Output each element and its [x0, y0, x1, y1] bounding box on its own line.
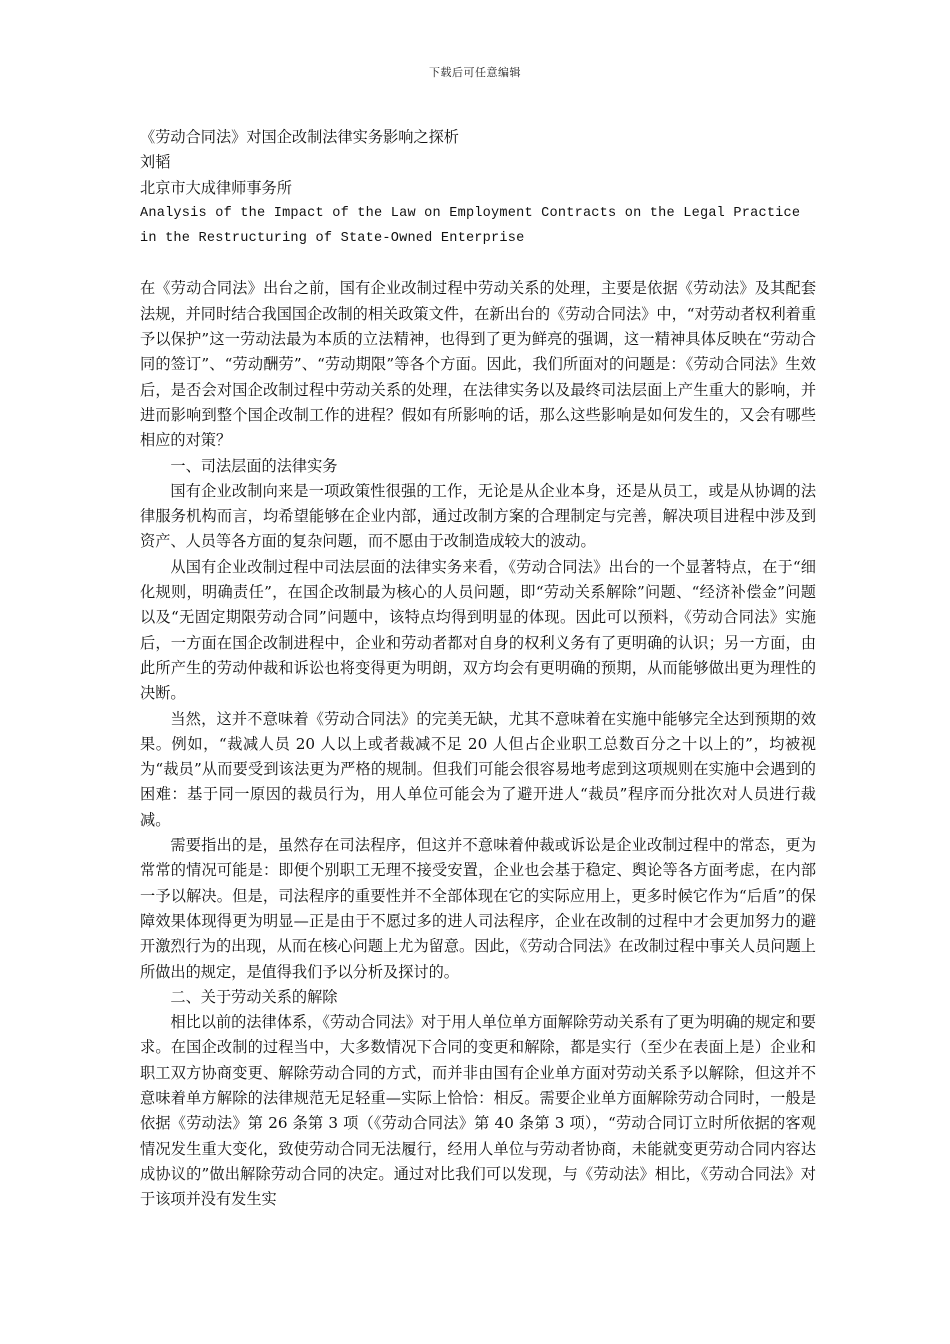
author-affiliation: 北京市大成律师事务所	[140, 178, 292, 197]
body-paragraph: 国有企业改制向来是一项政策性很强的工作，无论是从企业本身，还是从员工，或是从协调的法律服务机构而言，均希望能够在企业内部，通过改制方案的合理制定与完善，解决项目进程中涉及到资产、人员等各方面的复杂问题，而不愿由于改制造成较大的波动。	[140, 481, 816, 551]
body-paragraph: 从国有企业改制过程中司法层面的法律实务来看，《劳动合同法》出台的一个显著特点，在于“细化规则，明确责任”，在国企改制最为核心的人员问题，即“劳动关系解除”问题、“经济补偿金”问题以及“无固定期限劳动合同”问题中，该特点均得到明显的体现。因此可以预料，《劳动合同法》实施后，一方面在国企改制进程中，企业和劳动者都对自身的权利义务有了更明确的认识；另一方面，由此所产生的劳动仲裁和诉讼也将变得更为明朗，双方均会有更明确的预期，从而能够做出更为理性的决断。	[140, 557, 816, 703]
section-heading-1: 一、司法层面的法律实务	[170, 456, 338, 475]
english-title-line-2: in the Restructuring of State-Owned Enterprise	[140, 231, 525, 247]
header-note: 下载后可任意编辑	[429, 66, 521, 79]
english-title-line-1: Analysis of the Impact of the Law on Employment Contracts on the Legal Practice	[140, 205, 801, 221]
document-title: 《劳动合同法》对国企改制法律实务影响之探析	[140, 128, 459, 146]
author-name: 刘韬	[140, 153, 171, 172]
blank-line	[140, 251, 816, 276]
section-heading-2: 二、关于劳动关系的解除	[170, 987, 338, 1006]
body-paragraph: 需要指出的是，虽然存在司法程序，但这并不意味着仲裁或诉讼是企业改制过程中的常态，更为常常的情况可能是：即便个别职工无理不接受安置，企业也会基于稳定、舆论等各方面考虑，在内部一予以解决。但是，司法程序的重要性并不全部体现在它的实际应用上，更多时候它作为“后盾”的保障效果体现得更为明显—正是由于不愿过多的进人司法程序，企业在改制的过程中才会更加努力的避开激烈行为的出现，从而在核心问题上尤为留意。因此，《劳动合同法》在改制过程中事关人员问题上所做出的规定，是值得我们予以分析及探讨的。	[140, 836, 816, 981]
body-paragraph: 相比以前的法律体系，《劳动合同法》对于用人单位单方面解除劳动关系有了更为明确的规定和要求。在国企改制的过程当中，大多数情况下合同的变更和解除，都是实行（至少在表面上是）企业和职工双方协商变更、解除劳动合同的方式，而并非由国有企业单方面对劳动关系予以解除，但这并不意味着单方解除的法律规范无足轻重—实际上恰恰：相反。需要企业单方面解除劳动合同时，一般是依据《劳动法》第 26 条第 3 项（《劳动合同法》第 40 条第 3 项），“劳动合同订立时所依据的客观情况发生重大变化，致使劳动合同无法履行，经用人单位与劳动者协商，未能就变更劳动合同内容达成协议的”做出解除劳动合同的决定。通过对比我们可以发现，与《劳动法》相比，《劳动合同法》对于该项并没有发生实	[140, 1013, 816, 1209]
body-paragraph: 当然，这并不意味着《劳动合同法》的完美无缺，尤其不意味着在实施中能够完全达到预期的效果。例如，“裁减人员 20 人以上或者裁减不足 20 人但占企业职工总数百分之十以上的”，均被视为“裁员”从而要受到该法更为严格的规制。但我们可能会很容易地考虑到这项规则在实施中会遇到的困难：基于同一原因的裁员行为，用人单位可能会为了避开进人“裁员”程序而分批次对人员进行裁减。	[140, 709, 816, 829]
intro-paragraph: 在《劳动合同法》出台之前，国有企业改制过程中劳动关系的处理，主要是依据《劳动法》及其配套法规，并同时结合我国国企改制的相关政策文件，在新出台的《劳动合同法》中，“对劳动者权利着重予以保护”这一劳动法最为本质的立法精神，也得到了更为鲜亮的强调，这一精神具体反映在“劳动合同的签订”、“劳动酬劳”、“劳动期限”等各个方面。因此，我们所面对的问题是：《劳动合同法》生效后，是否会对国企改制过程中劳动关系的处理，在法律实务以及最终司法层面上产生重大的影响，并进而影响到整个国企改制工作的进程？假如有所影响的话，那么这些影响是如何发生的，又会有哪些相应的对策？	[140, 279, 817, 450]
document-body	[140, 125, 816, 1212]
